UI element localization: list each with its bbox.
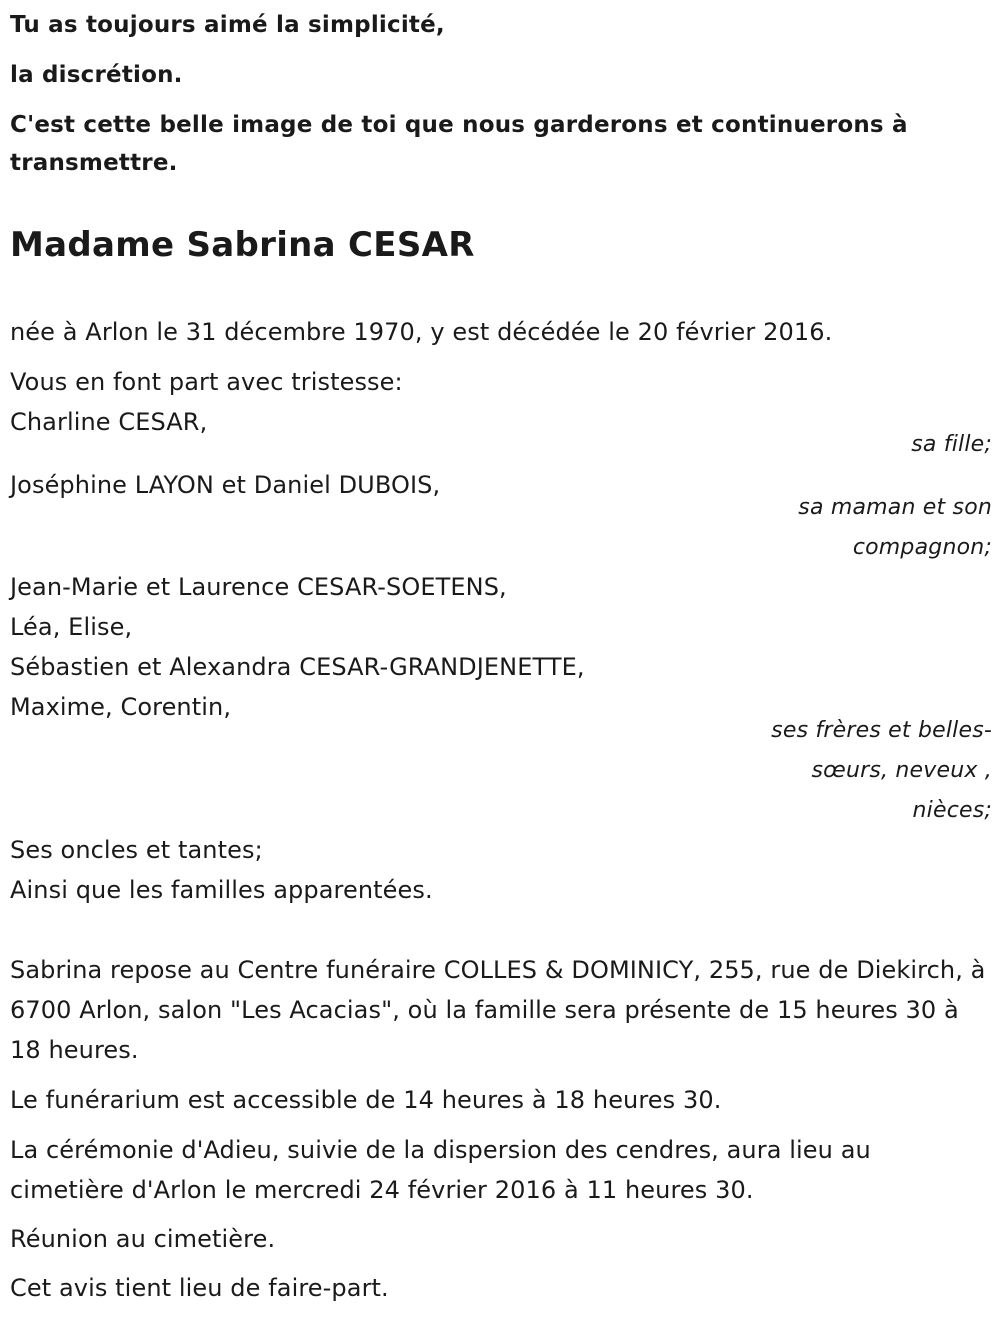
family-names-siblings-4: Maxime, Corentin,	[10, 693, 232, 721]
poem-line-3: C'est cette belle image de toi que nous garderons et continuerons à transmettre.	[10, 112, 908, 176]
funerarium-paragraph: Le funérarium est accessible de 14 heures à 18 heures 30.	[10, 1086, 722, 1114]
poem-line-1: Tu as toujours aimé la simplicité,	[10, 12, 445, 38]
notice-paragraph: Cet avis tient lieu de faire-part.	[10, 1274, 389, 1302]
family-role-siblings-line-3: nièces;	[912, 798, 992, 823]
other-relatives-1: Ses oncles et tantes;	[10, 836, 263, 864]
family-role-mother-line-1: sa maman et son	[798, 495, 992, 520]
family-role-daughter: sa fille;	[911, 432, 992, 457]
family-names-daughter: Charline CESAR,	[10, 408, 208, 436]
family-role-siblings-line-1: ses frères et belles-	[771, 718, 992, 743]
poem-line-2: la discrétion.	[10, 62, 183, 88]
family-names-mother: Joséphine LAYON et Daniel DUBOIS,	[10, 471, 441, 499]
family-names-siblings-2: Léa, Elise,	[10, 613, 133, 641]
other-relatives-2: Ainsi que les familles apparentées.	[10, 876, 433, 904]
family-role-siblings-line-2: sœurs, neveux ,	[811, 758, 992, 783]
family-names-siblings-3: Sébastien et Alexandra CESAR-GRANDJENETTE,	[10, 653, 585, 681]
deceased-name: Madame Sabrina CESAR	[10, 225, 475, 265]
family-role-mother-line-2: compagnon;	[852, 535, 992, 560]
announcement-intro: Vous en font part avec tristesse:	[10, 368, 403, 396]
family-names-siblings-1: Jean-Marie et Laurence CESAR-SOETENS,	[10, 573, 507, 601]
repose-paragraph: Sabrina repose au Centre funéraire COLLES & DOMINICY, 255, rue de Diekirch, à 6700 Arlon, salon "Les Acacias", où la famille sera présente de 15 heures 30 à 18 heures.	[10, 956, 986, 1064]
ceremony-paragraph: La cérémonie d'Adieu, suivie de la dispersion des cendres, aura lieu au cimetière d'Arlon le mercredi 24 février 2016 à 11 heures 30.	[10, 1136, 871, 1204]
birth-death-text: née à Arlon le 31 décembre 1970, y est décédée le 20 février 2016.	[10, 318, 833, 346]
meeting-paragraph: Réunion au cimetière.	[10, 1225, 276, 1253]
